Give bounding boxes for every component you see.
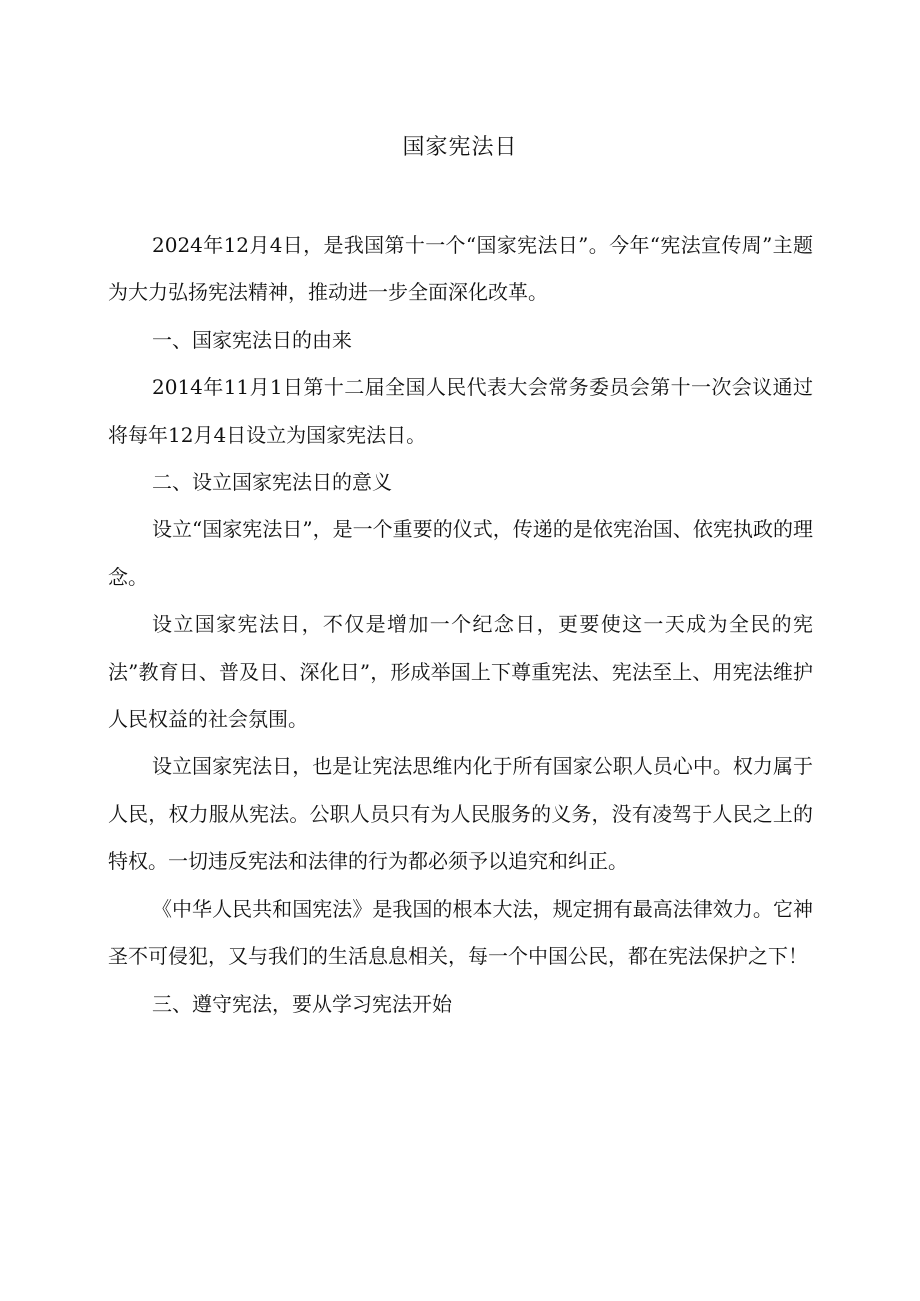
section-heading-origin: 一、国家宪法日的由来 bbox=[152, 327, 352, 352]
constitution-paragraph: 《中华人民共和国宪法》是我国的根本大法，规定拥有最高法律效力。它神圣不可侵犯，又与我们的生活息息相关，每一个中国公民，都在宪法保护之下！ bbox=[108, 896, 813, 969]
significance-paragraph-1: 设立“国家宪法日”，是一个重要的仪式，传递的是依宪治国、依宪执政的理念。 bbox=[108, 517, 813, 589]
significance-paragraph-2: 设立国家宪法日，不仅是增加一个纪念日，更要使这一天成为全民的宪法”教育日、普及日、深化日”，形成举国上下尊重宪法、宪法至上、用宪法维护人民权益的社会氛围。 bbox=[108, 612, 813, 732]
origin-paragraph: 2014年11月1日第十二届全国人民代表大会常务委员会第十一次会议通过将每年12月4日设立为国家宪法日。 bbox=[108, 375, 813, 447]
document-body bbox=[108, 222, 813, 1028]
document-title: 国家宪法日 bbox=[402, 135, 518, 160]
significance-paragraph-3: 设立国家宪法日，也是让宪法思维内化于所有国家公职人员心中。权力属于人民，权力服从宪法。公职人员只有为人民服务的义务，没有凌驾于人民之上的特权。一切违反宪法和法律的行为都必须予以追究和纠正。 bbox=[108, 754, 813, 874]
section-heading-study: 三、遵守宪法，要从学习宪法开始 bbox=[152, 991, 452, 1016]
intro-paragraph: 2024年12月4日，是我国第十一个“国家宪法日”。今年“宪法宣传周”主题为大力弘扬宪法精神，推动进一步全面深化改革。 bbox=[108, 233, 813, 305]
section-heading-significance: 二、设立国家宪法日的意义 bbox=[152, 470, 392, 495]
